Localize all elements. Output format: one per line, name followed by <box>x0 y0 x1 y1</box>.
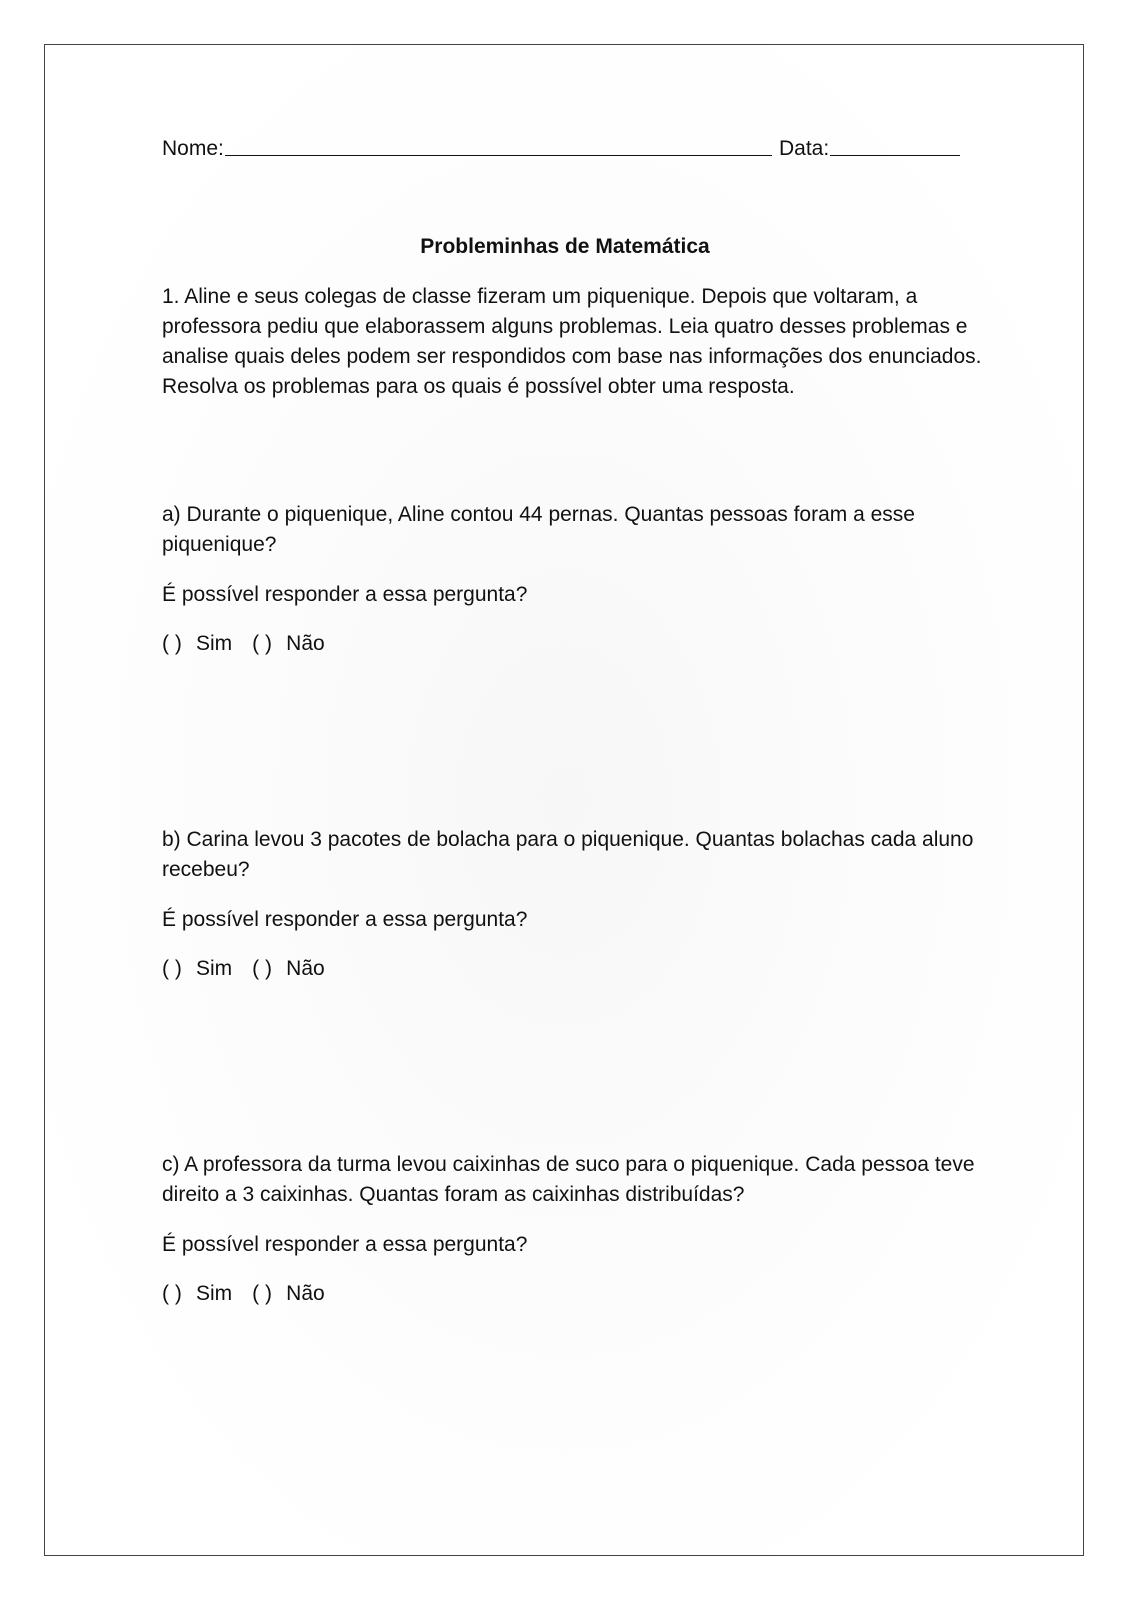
option-no-label: Não <box>286 632 325 655</box>
name-field[interactable] <box>162 132 772 162</box>
checkbox-parens[interactable]: ( ) <box>162 957 182 980</box>
checkbox-parens[interactable]: ( ) <box>162 1282 182 1305</box>
question-a-prompt: É possível responder a essa pergunta? <box>162 583 528 606</box>
option-no-label: Não <box>286 1282 325 1305</box>
question-c-text: c) A professora da turma levou caixinhas de suco para o piquenique. Cada pessoa teve direito a 3 caixinhas. Quantas foram as caixinhas distribuídas? <box>162 1153 975 1206</box>
option-yes-label: Sim <box>196 1282 233 1305</box>
checkbox-parens[interactable]: ( ) <box>162 632 182 655</box>
checkbox-parens[interactable]: ( ) <box>252 632 272 655</box>
question-a-option-yes[interactable] <box>162 629 232 659</box>
checkbox-parens[interactable]: ( ) <box>252 1282 272 1305</box>
question-c-option-no[interactable] <box>252 1279 325 1309</box>
date-field[interactable] <box>779 132 960 162</box>
name-blank-line[interactable] <box>225 133 772 156</box>
question-b-prompt: É possível responder a essa pergunta? <box>162 908 528 931</box>
instructions-paragraph: 1. Aline e seus colegas de classe fizeram um piquenique. Depois que voltaram, a professora pediu que elaborassem alguns problemas. Leia quatro desses problemas e analise quais deles podem ser respondidos com base nas informações dos enunciados. Resolva os problemas para os quais é possível obter uma resposta. <box>162 285 982 398</box>
question-b-option-yes[interactable] <box>162 954 232 984</box>
question-c-option-yes[interactable] <box>162 1279 232 1309</box>
question-b-text: b) Carina levou 3 pacotes de bolacha para o piquenique. Quantas bolachas cada aluno recebeu? <box>162 828 974 881</box>
option-yes-label: Sim <box>196 632 233 655</box>
question-b-option-no[interactable] <box>252 954 325 984</box>
option-no-label: Não <box>286 957 325 980</box>
checkbox-parens[interactable]: ( ) <box>252 957 272 980</box>
question-a-text: a) Durante o piquenique, Aline contou 44 pernas. Quantas pessoas foram a esse piquenique? <box>162 503 915 556</box>
question-c-prompt: É possível responder a essa pergunta? <box>162 1233 528 1256</box>
date-label: Data: <box>779 137 830 160</box>
question-c-options <box>162 1279 982 1309</box>
worksheet-title: Probleminhas de Matemática <box>420 235 710 258</box>
student-header <box>162 132 960 162</box>
option-yes-label: Sim <box>196 957 233 980</box>
date-blank-line[interactable] <box>830 133 960 156</box>
question-a-options <box>162 629 982 659</box>
question-b-options <box>162 954 982 984</box>
question-a-option-no[interactable] <box>252 629 325 659</box>
worksheet-page <box>44 44 1084 1556</box>
name-label: Nome: <box>162 137 224 160</box>
